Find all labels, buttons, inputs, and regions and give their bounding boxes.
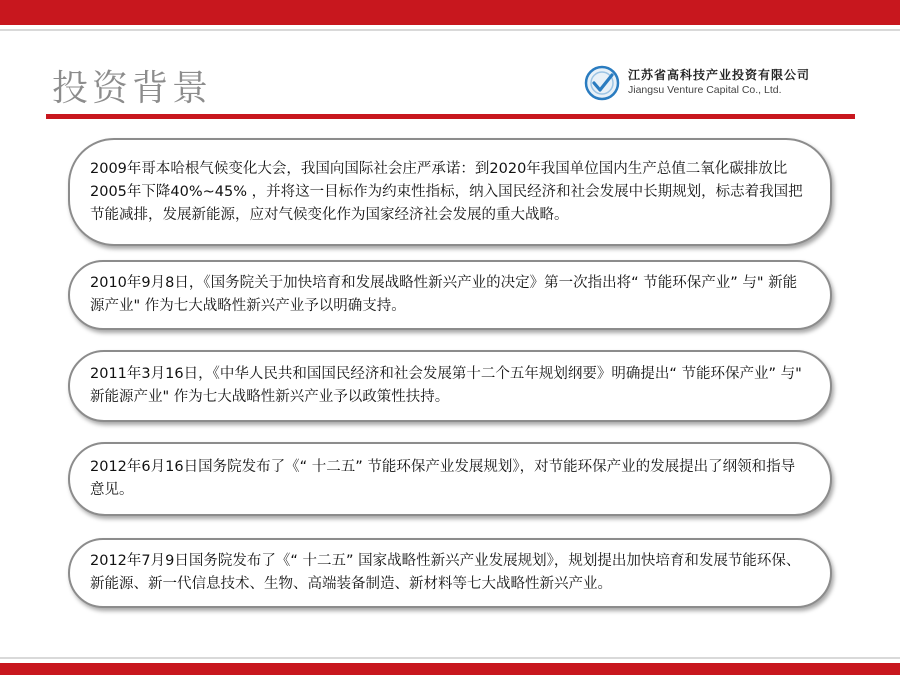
bottom-red-bar [0,663,900,675]
item-text: 2010年9月8日，《国务院关于加快培育和发展战略性新兴产业的决定》第一次指出将“ 节能环保产业” 与" 新能源产业" 作为七大战略性新兴产业予以明确支持。 [90,275,798,314]
background-item-2012-july [68,538,832,608]
background-item-2012-june [68,442,832,516]
logo-english-name: Jiangsu Venture Capital Co., Ltd. [628,84,782,96]
bottom-gray-line [0,657,900,659]
background-item-2010 [68,260,832,330]
background-item-2011 [68,350,832,422]
background-item-2009 [68,138,832,246]
page-title: 投资背景 [52,68,213,109]
logo-mark-icon [584,65,620,101]
logo-chinese-name: 江苏省高科技产业投资有限公司 [628,68,811,82]
top-red-bar [0,0,900,25]
header-red-rule [46,114,855,119]
item-text: 2012年7月9日国务院发布了《“ 十二五” 国家战略性新兴产业发展规划》，规划提出加快培育和发展节能环保、新能源、新一代信息技术、生物、高端装备制造、新材料等七大战略性新兴产业。 [90,553,801,592]
item-text: 2009年哥本哈根气候变化大会，我国向国际社会庄严承诺：到2020年我国单位国内生产总值二氧化碳排放比2005年下降40%~45% ，并将这一目标作为约束性指标，纳入国民经济和社会发展中长期规划，标志着我国把节能减排，发展新能源，应对气候变化作为国家经济社会发展的重大战略。 [90,160,803,223]
company-logo [584,64,854,104]
top-gray-line [0,29,900,31]
item-text: 2012年6月16日国务院发布了《“ 十二五” 节能环保产业发展规划》，对节能环保产业的发展提出了纲领和指导意见。 [90,459,796,498]
item-text: 2011年3月16日，《中华人民共和国国民经济和社会发展第十二个五年规划纲要》明确提出“ 节能环保产业” 与" 新能源产业" 作为七大战略性新兴产业予以政策性扶持。 [90,366,802,405]
